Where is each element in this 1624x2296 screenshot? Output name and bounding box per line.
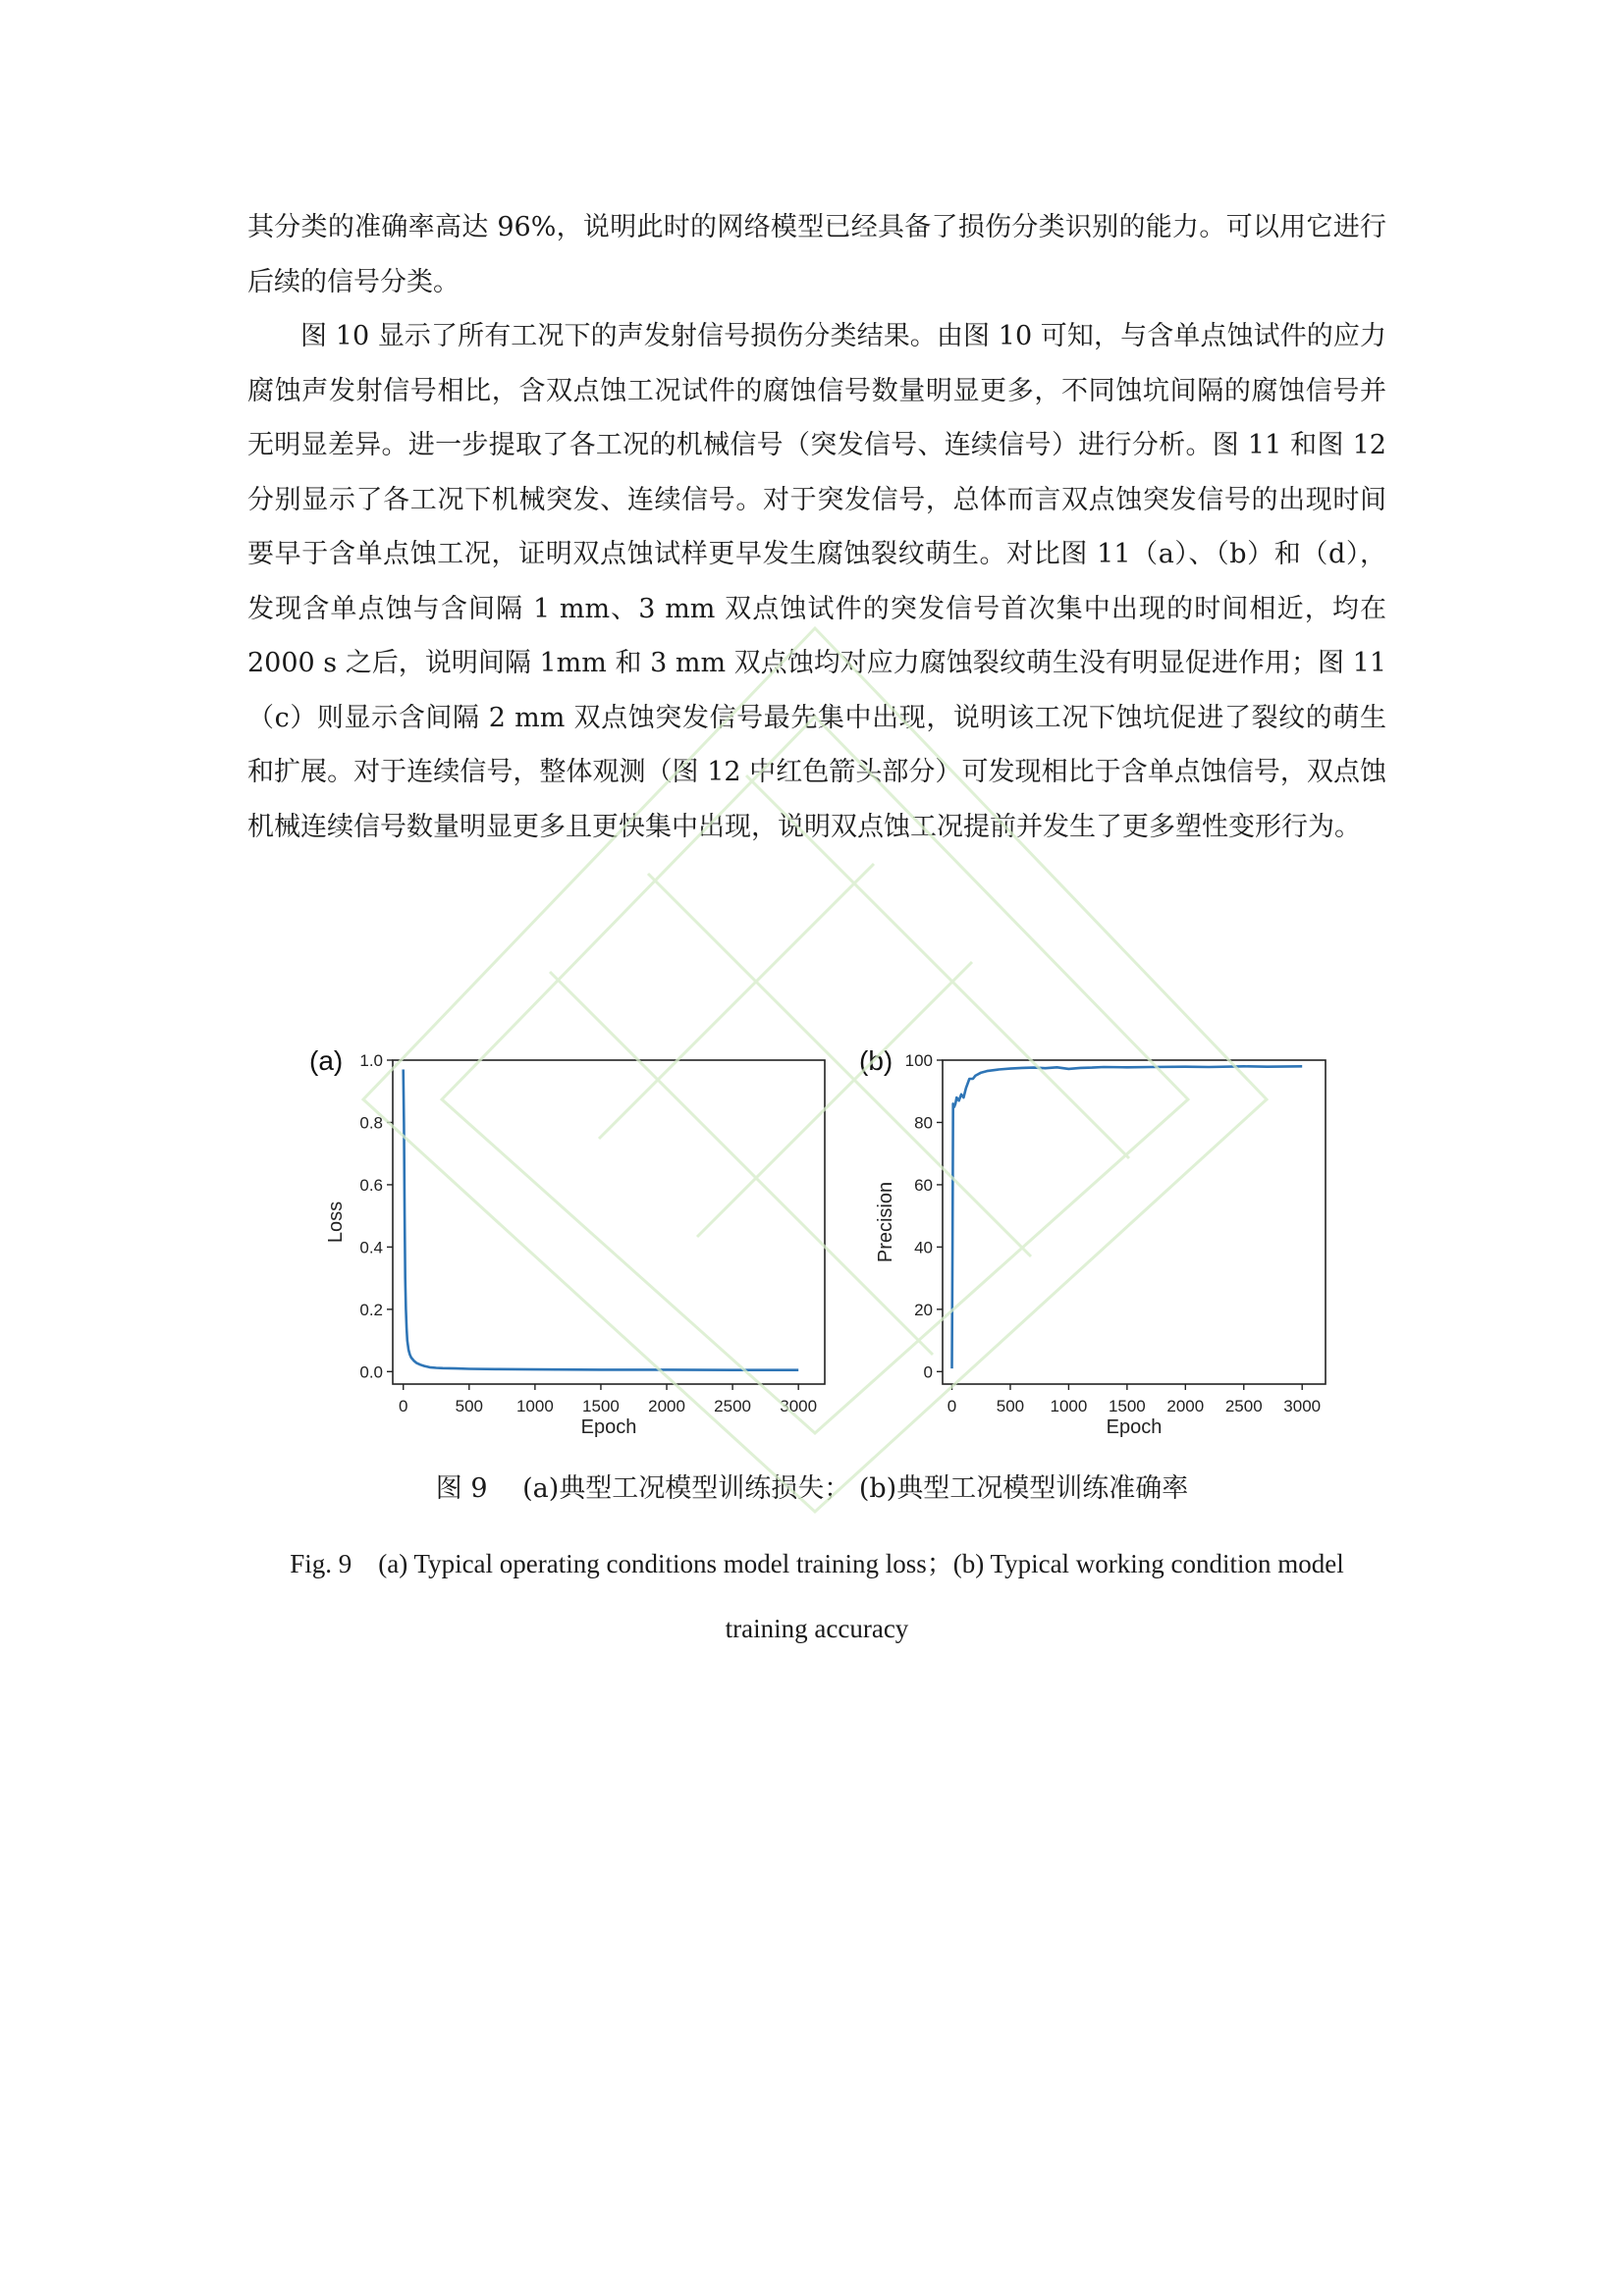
x-tick-label: 1500: [582, 1397, 620, 1415]
x-tick-label: 1000: [515, 1397, 554, 1415]
plot-frame: [393, 1060, 825, 1384]
series-line-0: [952, 1066, 1303, 1368]
x-tick-label: 2000: [648, 1397, 685, 1415]
panel-label: (b): [859, 1045, 893, 1076]
y-axis-label: Precision: [875, 1181, 896, 1263]
x-tick-label: 1500: [1108, 1397, 1146, 1415]
series-line-0: [404, 1070, 799, 1370]
y-tick-label: 100: [904, 1051, 933, 1070]
y-tick-label: 0: [923, 1362, 933, 1382]
x-tick-label: 2500: [1224, 1397, 1263, 1415]
x-tick-label: 3000: [780, 1397, 818, 1415]
x-tick-label: 2000: [1166, 1397, 1205, 1415]
figure-caption-cn: 图 9 (a)典型工况模型训练损失； (b)典型工况模型训练准确率: [435, 1473, 1189, 1504]
x-tick-label: 500: [996, 1397, 1025, 1415]
x-tick-label: 1000: [1050, 1397, 1088, 1415]
plot-frame: [943, 1060, 1326, 1384]
x-tick-label: 3000: [1283, 1397, 1322, 1415]
y-tick-label: 0.0: [359, 1362, 383, 1382]
y-tick-label: 20: [914, 1300, 933, 1319]
panel-label: (a): [309, 1045, 344, 1076]
x-tick-label: 0: [398, 1397, 408, 1415]
y-tick-label: 60: [914, 1175, 933, 1195]
y-tick-label: 40: [914, 1238, 933, 1257]
x-tick-label: 500: [455, 1397, 483, 1415]
paragraph-2: 图 10 显示了所有工况下的声发射信号损伤分类结果。由图 10 可知，与含单点蚀试件的应力腐蚀声发射信号相比，含双点蚀工况试件的腐蚀信号数量明显更多，不同蚀坑间隔的腐蚀信号并无明显差异。进一步提取了各工况的机械信号（突发信号、连续信号）进行分析。图 11 和图 12 分别显示了各工况下机械突发、连续信号。对于突发信号，总体而言双点蚀突发信号的出现时间要早于含单点蚀工况，证明双点蚀试样更早发生腐蚀裂纹萌生。对比图 11（a）、（b）和（d），发现含单点蚀与含间隔 1 mm、3 mm 双点蚀试件的突发信号首次集中出现的时间相近，均在 2000 s 之后，说明间隔 1mm 和 3 mm 双点蚀均对应力腐蚀裂纹萌生没有明显促进作用；图 11（c）则显示含间隔 2 mm 双点蚀突发信号最先集中出现，说明该工况下蚀坑促进了裂纹的萌生和扩展。对于连续信号，整体观测（图 12 中红色箭头部分）可发现相比于含单点蚀信号，双点蚀机械连续信号数量明显更多且更快集中出现，说明双点蚀工况提前并发生了更多塑性变形行为。: [247, 321, 1386, 842]
y-axis-label: Loss: [325, 1201, 347, 1244]
body-text: [247, 200, 1386, 854]
y-tick-label: 80: [914, 1113, 933, 1133]
x-tick-label: 2500: [714, 1397, 752, 1415]
y-tick-label: 0.2: [359, 1300, 383, 1319]
figure-9-svg: [295, 1036, 1335, 1463]
y-tick-label: 0.6: [359, 1175, 383, 1195]
x-axis-label: Epoch: [1106, 1416, 1163, 1438]
y-tick-label: 0.8: [359, 1113, 383, 1133]
y-tick-label: 0.4: [359, 1238, 383, 1257]
chart-panel-1: [859, 1045, 1326, 1438]
chart-panel-0: [309, 1045, 825, 1438]
figure-9: [295, 1036, 1335, 1463]
x-tick-label: 0: [947, 1397, 957, 1415]
y-tick-label: 1.0: [359, 1051, 383, 1070]
figure-caption-en: Fig. 9 (a) Typical operating conditions model training loss；(b) Typical working condition model training accuracy: [290, 1549, 1344, 1643]
paragraph-1: 其分类的准确率高达 96%，说明此时的网络模型已经具备了损伤分类识别的能力。可以用它进行后续的信号分类。: [247, 212, 1386, 297]
x-axis-label: Epoch: [580, 1416, 637, 1438]
